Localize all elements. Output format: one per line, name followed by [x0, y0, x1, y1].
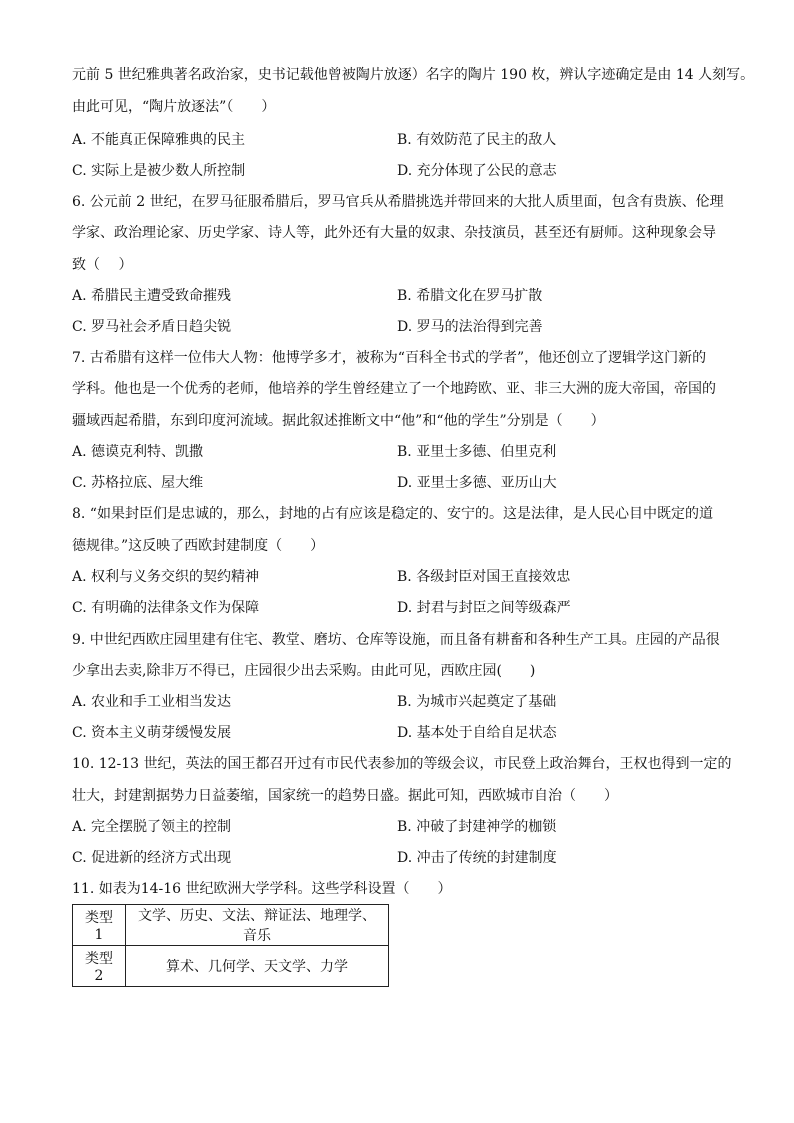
q9-option-d[interactable]: D. 基本处于自给自足状态: [397, 725, 557, 741]
q9-stem-line2: 少拿出去卖,除非万不得已，庄园很少出去采购。由此可见，西欧庄园( ): [72, 663, 536, 679]
q10-stem-line1: 10. 12-13 世纪，英法的国王都召开过有市民代表参加的等级会议，市民登上政治舞台，王权也得到一定的: [72, 756, 732, 772]
table-cell-subjects: 文学、历史、文法、辩证法、地理学、音乐: [126, 905, 389, 946]
q8-option-d[interactable]: D. 封君与封臣之间等级森严: [397, 600, 571, 616]
q9-stem-line1: 9. 中世纪西欧庄园里建有住宅、教堂、磨坊、仓库等设施，而且备有耕畜和各种生产工具。庄园的产品很: [72, 632, 720, 648]
table-cell-type: 类型 1: [73, 905, 126, 946]
q6-stem-line2: 学家、政治理论家、历史学家、诗人等，此外还有大量的奴隶、杂技演员，甚至还有厨师。这种现象会导: [72, 225, 716, 241]
q9-option-c[interactable]: C. 资本主义萌芽缓慢发展: [72, 725, 232, 741]
q10-option-d[interactable]: D. 冲击了传统的封建制度: [397, 850, 557, 866]
q6-stem-line1: 6. 公元前 2 世纪，在罗马征服希腊后，罗马官兵从希腊挑选并带回来的大批人质里面，包含有贵族、伦理: [72, 194, 724, 210]
q10-option-b[interactable]: B. 冲破了封建神学的枷锁: [397, 819, 557, 835]
q7-stem-line3: 疆域西起希腊，东到印度河流域。据此叙述推断文中“他”和“他的学生”分别是（ ）: [72, 413, 605, 429]
q6-stem-line3: 致（ ）: [72, 257, 133, 273]
q5-option-c[interactable]: C. 实际上是被少数人所控制: [72, 163, 246, 179]
q6-option-b[interactable]: B. 希腊文化在罗马扩散: [397, 288, 543, 304]
q5-stem-line1: 元前 5 世纪雅典著名政治家，史书记载他曾被陶片放逐）名字的陶片 190 枚，辨认字迹确定是由 14 人刻写。: [72, 67, 755, 83]
q8-option-a[interactable]: A. 权利与义务交织的契约精神: [72, 569, 260, 585]
table-row: [73, 905, 389, 946]
q10-option-c[interactable]: C. 促进新的经济方式出现: [72, 850, 232, 866]
q5-option-d[interactable]: D. 充分体现了公民的意志: [397, 163, 557, 179]
q7-option-d[interactable]: D. 亚里士多德、亚历山大: [397, 475, 557, 491]
q7-option-b[interactable]: B. 亚里士多德、伯里克利: [397, 444, 557, 460]
q8-option-b[interactable]: B. 各级封臣对国王直接效忠: [397, 569, 571, 585]
table-row: [73, 946, 389, 987]
q11-stem-line1: 11. 如表为14-16 世纪欧洲大学学科。这些学科设置（ ）: [72, 881, 452, 897]
q7-stem-line2: 学科。他也是一个优秀的老师，他培养的学生曾经建立了一个地跨欧、亚、非三大洲的庞大帝国，帝国的: [72, 381, 716, 397]
q7-stem-line1: 7. 古希腊有这样一位伟大人物：他博学多才，被称为“百科全书式的学者”，他还创立了逻辑学这门新的: [72, 350, 707, 366]
subject-table: [72, 904, 389, 987]
q10-option-a[interactable]: A. 完全摆脱了领主的控制: [72, 819, 232, 835]
q7-option-a[interactable]: A. 德谟克利特、凯撒: [72, 444, 204, 460]
q6-option-a[interactable]: A. 希腊民主遭受致命摧残: [72, 288, 232, 304]
table-cell-subjects: 算术、几何学、天文学、力学: [126, 946, 389, 987]
q5-option-b[interactable]: B. 有效防范了民主的敌人: [397, 132, 557, 148]
q8-stem-line2: 德规律。”这反映了西欧封建制度（ ）: [72, 538, 325, 554]
q9-option-a[interactable]: A. 农业和手工业相当发达: [72, 694, 232, 710]
table-cell-type: 类型 2: [73, 946, 126, 987]
q8-option-c[interactable]: C. 有明确的法律条文作为保障: [72, 600, 260, 616]
q6-option-d[interactable]: D. 罗马的法治得到完善: [397, 319, 543, 335]
q7-option-c[interactable]: C. 苏格拉底、屋大维: [72, 475, 204, 491]
q10-stem-line2: 壮大，封建割据势力日益萎缩，国家统一的趋势日盛。据此可知，西欧城市自治（ ）: [72, 788, 618, 804]
q5-option-a[interactable]: A. 不能真正保障雅典的民主: [72, 132, 246, 148]
q6-option-c[interactable]: C. 罗马社会矛盾日趋尖锐: [72, 319, 232, 335]
q9-option-b[interactable]: B. 为城市兴起奠定了基础: [397, 694, 557, 710]
q8-stem-line1: 8. “如果封臣们是忠诚的，那么，封地的占有应该是稳定的、安宁的。这是法律，是人民心目中既定的道: [72, 506, 713, 522]
q5-stem-line2: 由此可见，“陶片放逐法”（ ）: [72, 99, 276, 115]
